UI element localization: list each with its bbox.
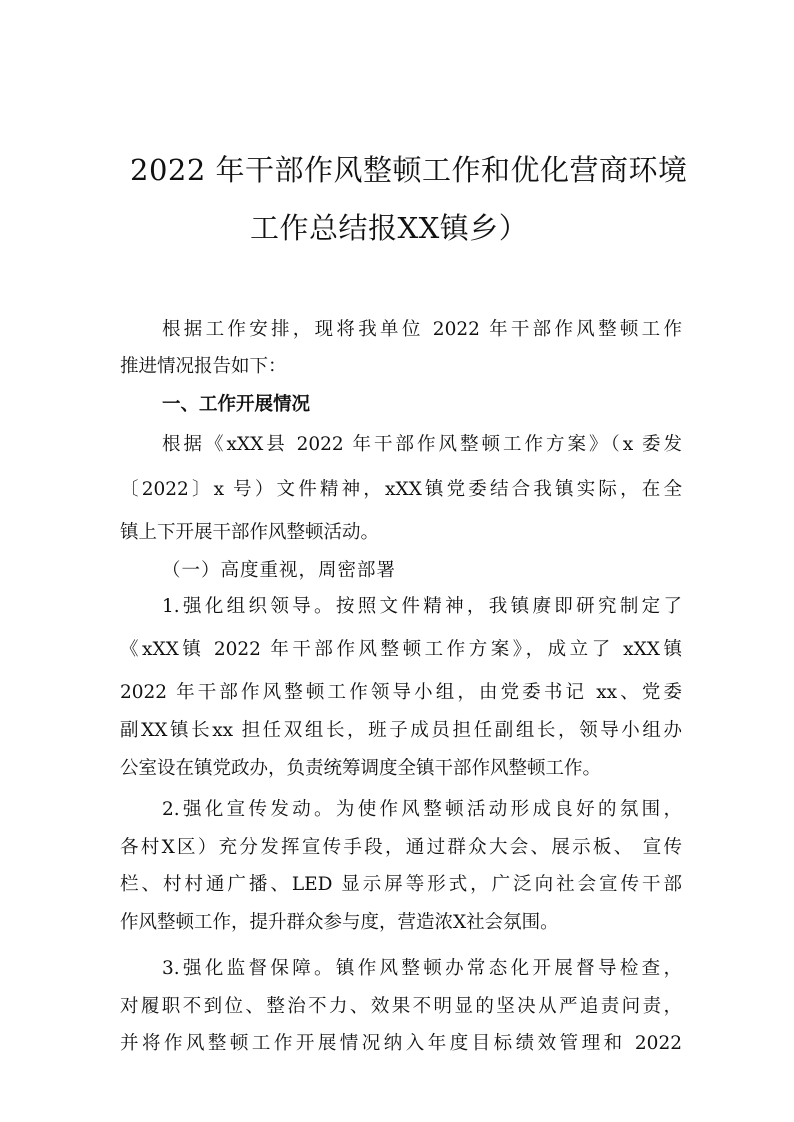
document-title-line-1: 2022 年干部作风整顿工作和优化营商环境 — [130, 153, 688, 187]
paragraph-item1-line-3: 2022 年干部作风整顿工作领导小组，由党委书记 xx、党委 — [120, 682, 682, 703]
paragraph-item3-line-1: 3.强化监督保障。镇作风整顿办常态化开展督导检查， — [162, 958, 682, 979]
paragraph-basis-line-1: 根据《xXX县 2022 年干部作风整顿工作方案》（x 委发 — [162, 434, 682, 455]
subsection-heading-1: （一）高度重视，周密部署 — [162, 560, 397, 581]
paragraph-item3-line-2: 对履职不到位、整治不力、效果不明显的坚决从严追责问责， — [120, 996, 682, 1017]
paragraph-item2-line-4: 作风整顿工作，提升群众参与度，营造浓X社会氛围。 — [120, 912, 559, 933]
paragraph-item2-line-2: 各村X区）充分发挥宣传手段，通过群众大会、展示板、 宣传 — [120, 837, 682, 858]
paragraph-item1-line-2: 《xXX镇 2022 年干部作风整顿工作方案》，成立了 xXX镇 — [120, 639, 682, 660]
document-title-line-2: 工作总结报XX镇乡） — [250, 211, 529, 245]
paragraph-intro-line-1: 根据工作安排，现将我单位 2022 年干部作风整顿工作 — [162, 319, 682, 340]
section-heading-1: 一、工作开展情况 — [162, 394, 311, 415]
paragraph-basis-line-3: 镇上下开展干部作风整顿活动。 — [120, 522, 380, 543]
paragraph-item1-line-1: 1.强化组织领导。按照文件精神，我镇赓即研究制定了 — [162, 596, 682, 617]
paragraph-intro-line-2: 推进情况报告如下： — [120, 356, 287, 377]
paragraph-basis-line-2: 〔2022〕x 号）文件精神，xXX镇党委结合我镇实际，在全 — [120, 479, 682, 500]
paragraph-item1-line-4: 副XX镇长xx 担任双组长，班子成员担任副组长，领导小组办 — [120, 720, 682, 741]
paragraph-item2-line-1: 2.强化宣传发动。为使作风整顿活动形成良好的氛围， — [162, 799, 682, 820]
paragraph-item3-line-3: 并将作风整顿工作开展情况纳入年度目标绩效管理和 2022 — [120, 1033, 682, 1054]
paragraph-item2-line-3: 栏、村村通广播、LED 显示屏等形式，广泛向社会宣传干部 — [120, 874, 682, 895]
paragraph-item1-line-5: 公室设在镇党政办，负责统筹调度全镇干部作风整顿工作。 — [120, 758, 602, 779]
